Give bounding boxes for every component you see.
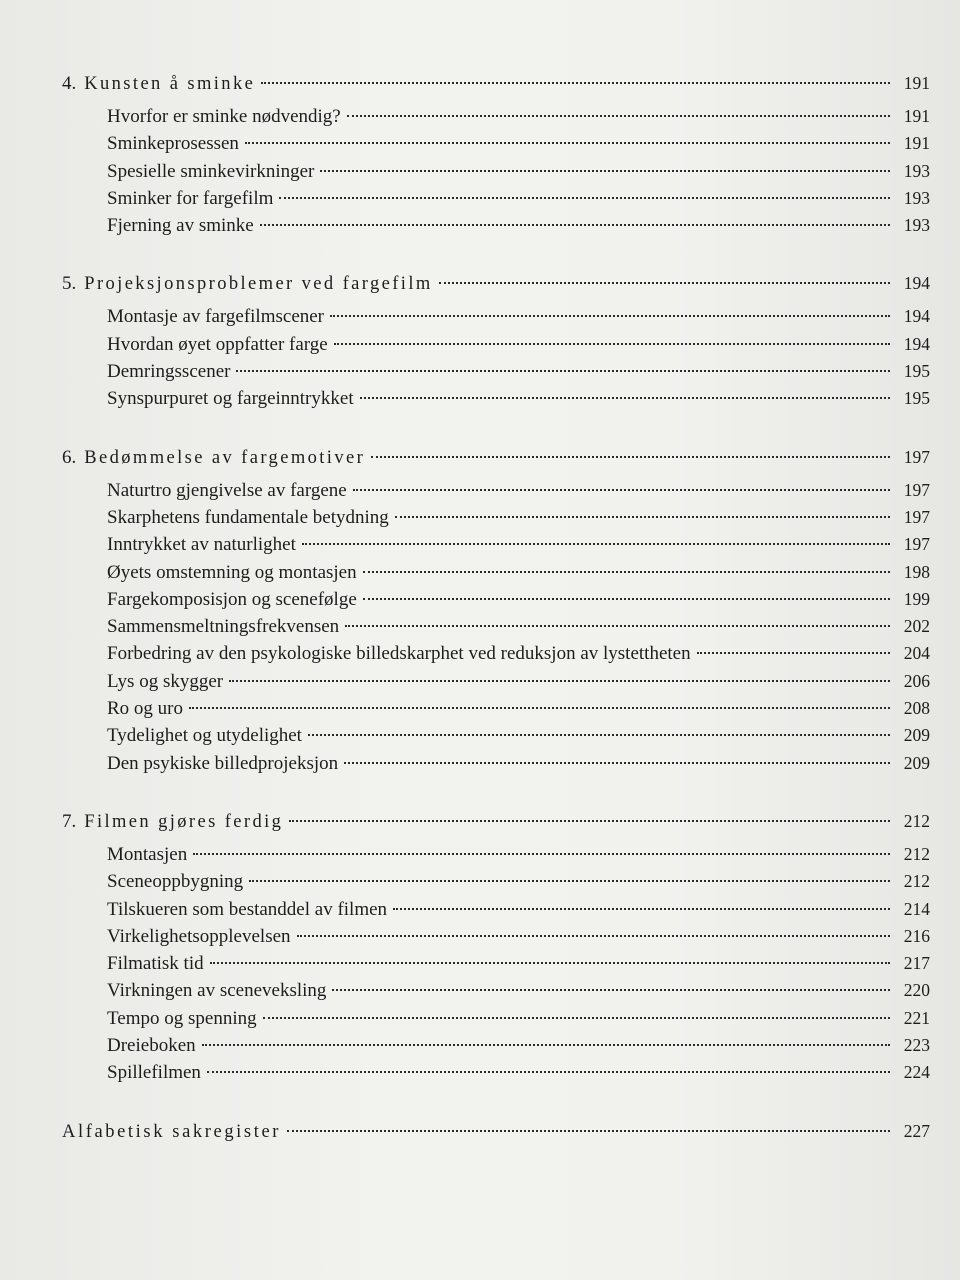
page-number: 206 xyxy=(903,670,930,691)
page-number: 221 xyxy=(903,1007,930,1028)
page-number: 193 xyxy=(903,160,930,181)
page-number: 193 xyxy=(903,215,930,236)
toc-entry xyxy=(62,841,930,868)
entry-title: Dreieboken xyxy=(107,1035,196,1057)
entry-title: Sminkeprosessen xyxy=(107,133,239,155)
dot-leader xyxy=(347,115,890,117)
entry-title: Montasje av fargefilmscener xyxy=(107,306,325,328)
toc-entry xyxy=(62,923,930,950)
dot-leader xyxy=(236,370,890,372)
dot-leader xyxy=(302,543,890,545)
dot-leader xyxy=(320,170,890,172)
page-number: 197 xyxy=(903,506,930,527)
page-number: 212 xyxy=(903,810,930,831)
entry-title: Hvorfor er sminke nødvendig? xyxy=(107,106,341,127)
page-number: 198 xyxy=(903,561,930,582)
toc-entry xyxy=(62,504,930,531)
toc-entry xyxy=(62,331,930,358)
entry-title: Spillefilmen xyxy=(107,1062,201,1084)
dot-leader xyxy=(289,820,890,822)
dot-leader xyxy=(279,197,890,199)
toc-entry xyxy=(62,977,930,1004)
dot-leader xyxy=(345,625,890,627)
dot-leader xyxy=(210,962,890,964)
dot-leader xyxy=(207,1071,890,1073)
entry-title: Montasjen xyxy=(107,843,188,865)
toc-section-4 xyxy=(62,70,930,239)
toc-entry xyxy=(62,130,930,157)
toc-index-section xyxy=(62,1118,930,1148)
page-number: 197 xyxy=(903,446,930,467)
entry-title: Spesielle sminkevirkninger xyxy=(107,160,315,182)
toc-entry xyxy=(62,303,930,330)
dot-leader xyxy=(245,142,890,144)
index-title: Alfabetisk sakregister xyxy=(62,1121,282,1142)
toc-entry xyxy=(62,185,930,212)
entry-title: Lys og skygger xyxy=(107,670,224,692)
chapter-heading xyxy=(62,270,930,300)
toc-entry xyxy=(62,668,930,695)
page-number: 209 xyxy=(903,725,930,746)
page-number: 191 xyxy=(903,106,930,126)
toc-entry xyxy=(62,868,930,895)
page-number: 216 xyxy=(903,925,930,946)
dot-leader xyxy=(363,571,890,573)
entry-title: Virkelighetsopplevelsen xyxy=(107,925,291,947)
toc-entry xyxy=(62,103,930,130)
page-number: 214 xyxy=(903,898,930,919)
dot-leader xyxy=(395,516,890,518)
entry-title: Forbedring av den psykologiske billedskarphet ved reduksjon av lystettheten xyxy=(107,643,691,665)
page-number: 223 xyxy=(903,1035,930,1056)
dot-leader xyxy=(263,1017,890,1019)
page-number: 227 xyxy=(903,1120,930,1141)
toc-entry xyxy=(62,212,930,239)
entry-title: Skarphetens fundamentale betydning xyxy=(107,506,389,528)
chapter-title: Kunsten å sminke xyxy=(84,74,256,94)
dot-leader xyxy=(344,762,890,764)
dot-leader xyxy=(363,598,890,600)
page-number: 191 xyxy=(903,73,930,93)
entry-title: Filmatisk tid xyxy=(107,953,204,975)
toc-entry xyxy=(62,158,930,185)
toc-entry xyxy=(62,1005,930,1032)
chapter-number: 7. xyxy=(62,810,77,832)
dot-leader xyxy=(439,282,890,284)
dot-leader xyxy=(261,82,890,84)
toc-entry xyxy=(62,559,930,586)
page-number: 191 xyxy=(903,133,930,154)
dot-leader xyxy=(393,908,890,910)
entry-title: Inntrykket av naturlighet xyxy=(107,534,296,556)
toc-section-6 xyxy=(62,444,930,777)
chapter-heading xyxy=(62,70,930,100)
toc-section-5 xyxy=(62,270,930,412)
toc-entry xyxy=(62,950,930,977)
dot-leader xyxy=(334,343,890,345)
chapter-number: 6. xyxy=(62,446,77,468)
page-number: 194 xyxy=(903,306,930,327)
toc-entry xyxy=(62,750,930,777)
dot-leader xyxy=(229,680,890,682)
page-number: 194 xyxy=(903,333,930,354)
entry-title: Sammensmeltningsfrekvensen xyxy=(107,616,340,638)
page-number: 202 xyxy=(903,616,930,637)
page-number: 195 xyxy=(903,388,930,409)
dot-leader xyxy=(353,489,890,491)
page-number: 193 xyxy=(903,187,930,208)
dot-leader xyxy=(371,456,890,458)
dot-leader xyxy=(202,1044,890,1046)
chapter-title: Filmen gjøres ferdig xyxy=(84,811,284,832)
toc-entry xyxy=(62,1032,930,1059)
entry-title: Fargekomposisjon og scenefølge xyxy=(107,588,357,610)
dot-leader xyxy=(249,880,890,882)
chapter-heading xyxy=(62,808,930,838)
dot-leader xyxy=(297,935,890,937)
entry-title: Ro og uro xyxy=(107,698,183,720)
page-number: 195 xyxy=(903,361,930,382)
toc-entry xyxy=(62,385,930,412)
entry-title: Sceneoppbygning xyxy=(107,871,244,893)
toc-entry xyxy=(62,1059,930,1086)
dot-leader xyxy=(332,989,890,991)
toc-section-7 xyxy=(62,808,930,1087)
entry-title: Demringsscener xyxy=(107,361,231,383)
entry-title: Sminker for fargefilm xyxy=(107,187,274,209)
chapter-title: Projeksjonsproblemer ved fargefilm xyxy=(84,274,433,295)
table-of-contents xyxy=(62,70,930,1179)
page-number: 224 xyxy=(903,1062,930,1083)
entry-title: Hvordan øyet oppfatter farge xyxy=(107,333,328,355)
page-number: 194 xyxy=(903,273,930,294)
index-heading xyxy=(62,1118,930,1148)
page-number: 204 xyxy=(903,643,930,664)
entry-title: Tilskueren som bestanddel av filmen xyxy=(107,898,388,920)
chapter-heading xyxy=(62,444,930,474)
page-number: 199 xyxy=(903,588,930,609)
dot-leader xyxy=(189,707,890,709)
page-number: 197 xyxy=(903,479,930,500)
dot-leader xyxy=(308,734,890,736)
page-number: 197 xyxy=(903,534,930,555)
page-number: 220 xyxy=(903,980,930,1001)
dot-leader xyxy=(330,315,890,317)
entry-title: Øyets omstemning og montasjen xyxy=(107,561,357,583)
toc-entry xyxy=(62,640,930,667)
dot-leader xyxy=(260,224,890,226)
toc-entry xyxy=(62,477,930,504)
toc-entry xyxy=(62,531,930,558)
dot-leader xyxy=(193,853,890,855)
page-number: 209 xyxy=(903,752,930,773)
dot-leader xyxy=(360,397,890,399)
toc-entry xyxy=(62,358,930,385)
dot-leader xyxy=(287,1130,890,1132)
page-number: 217 xyxy=(903,953,930,974)
toc-entry xyxy=(62,613,930,640)
toc-entry xyxy=(62,586,930,613)
toc-entry xyxy=(62,896,930,923)
entry-title: Synspurpuret og fargeinntrykket xyxy=(107,388,354,410)
page-number: 212 xyxy=(903,843,930,864)
dot-leader xyxy=(697,652,890,654)
chapter-number: 4. xyxy=(62,73,77,94)
entry-title: Fjerning av sminke xyxy=(107,215,254,237)
chapter-number: 5. xyxy=(62,273,77,295)
entry-title: Den psykiske billedprojeksjon xyxy=(107,752,339,774)
entry-title: Tempo og spenning xyxy=(107,1007,257,1029)
entry-title: Naturtro gjengivelse av fargene xyxy=(107,479,347,501)
page-number: 212 xyxy=(903,871,930,892)
page-number: 208 xyxy=(903,698,930,719)
toc-entry xyxy=(62,695,930,722)
entry-title: Virkningen av sceneveksling xyxy=(107,980,327,1002)
entry-title: Tydelighet og utydelighet xyxy=(107,725,302,747)
chapter-title: Bedømmelse av fargemotiver xyxy=(84,447,366,468)
toc-entry xyxy=(62,722,930,749)
